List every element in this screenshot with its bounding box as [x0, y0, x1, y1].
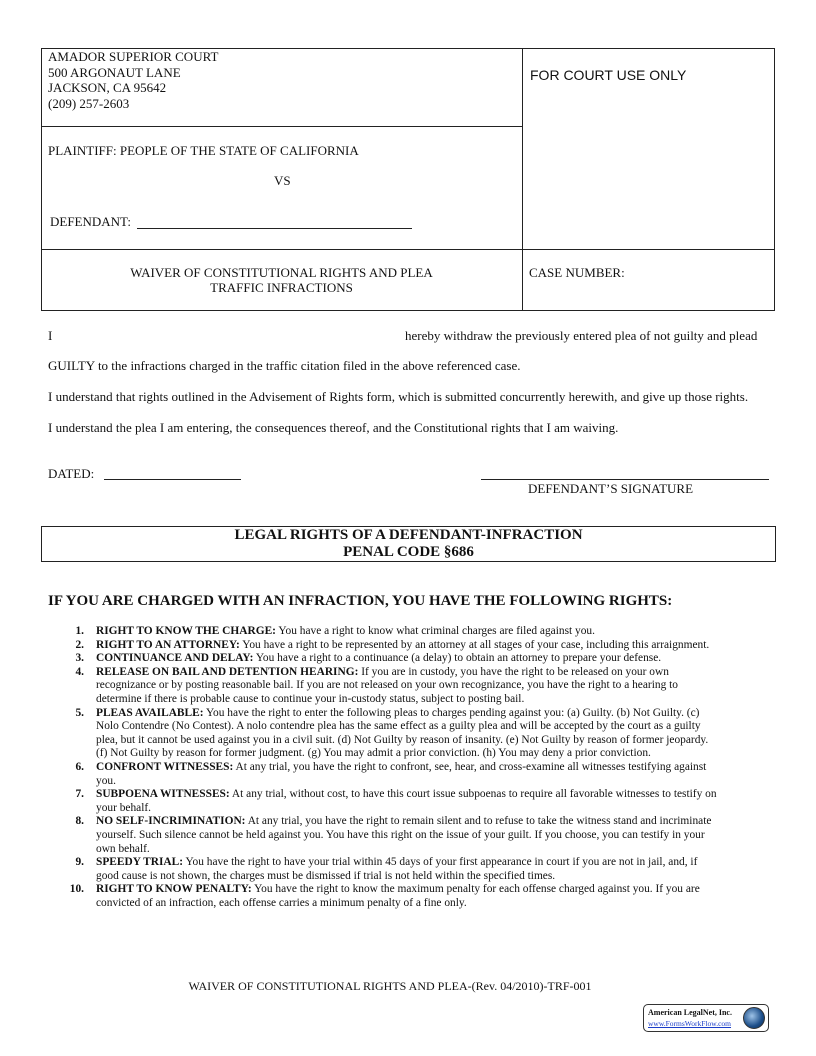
item-number: 9. [75, 856, 84, 869]
list-item [48, 652, 718, 666]
defendant-name-field[interactable] [137, 228, 412, 229]
list-item [48, 856, 718, 883]
item-text: At any trial, without cost, to have this court issue subpoenas to require all favorable witnesses to testify on your behalf. [96, 788, 717, 814]
court-address-line2: JACKSON, CA 95642 [48, 80, 167, 95]
item-title: RIGHT TO KNOW THE CHARGE: [96, 625, 276, 637]
caption-divider-vertical [522, 48, 523, 311]
item-number: 4. [75, 665, 84, 678]
court-address-block [48, 49, 218, 111]
item-title: PLEAS AVAILABLE: [96, 706, 204, 719]
guilty-text: GUILTY to the infractions charged in the traffic citation filed in the above referenced case. [48, 358, 521, 373]
item-text: You have the right to know the maximum penalty for each offense charged against you. If you are convicted of an infraction, each offense carries a minimum penalty of a fine only. [96, 883, 700, 909]
item-title: RELEASE ON BAIL AND DETENTION HEARING: [96, 665, 359, 678]
signature-label: DEFENDANT’S SIGNATURE [528, 481, 694, 496]
list-item [48, 625, 718, 639]
item-text: You have a right to know what criminal charges are filed against you. [278, 625, 595, 637]
item-title: SPEEDY TRIAL: [96, 856, 184, 869]
item-text: At any trial, you have the right to remain silent and to refuse to take the witness stand and incriminate yourself. Such silence cannot be held against you. You have this right on the issue of your guilt. If you choose, you can testify in your own behalf. [96, 815, 712, 855]
vs-label: VS [274, 173, 291, 188]
item-number: 3. [75, 652, 84, 665]
list-item [48, 666, 718, 707]
list-item [48, 639, 718, 653]
list-item [48, 761, 718, 788]
court-phone: (209) 257-2603 [48, 95, 130, 111]
court-address-line1: 500 ARGONAUT LANE [48, 64, 181, 80]
rights-intro: IF YOU ARE CHARGED WITH AN INFRACTION, YOU HAVE THE FOLLOWING RIGHTS: [48, 593, 673, 609]
legal-rights-title-line1: LEGAL RIGHTS OF A DEFENDANT-INFRACTION [234, 527, 583, 543]
understand-rights-text: I understand that rights outlined in the Advisement of Rights form, which is submitted concurrently herewith, and give up those rights. [48, 389, 749, 404]
item-text: You have a right to a continuance (a delay) to obtain an attorney to prepare your defense. [255, 652, 662, 665]
plaintiff-line: PLAINTIFF: PEOPLE OF THE STATE OF CALIFORNIA [48, 143, 359, 158]
list-item [48, 707, 718, 761]
dated-field[interactable] [104, 479, 241, 480]
legal-rights-title [41, 527, 776, 561]
list-item [48, 815, 718, 856]
form-title-line2: TRAFFIC INFRACTIONS [210, 280, 353, 295]
item-number: 6. [75, 760, 84, 773]
caption-divider-1 [41, 126, 523, 127]
item-title: RIGHT TO AN ATTORNEY: [96, 638, 240, 651]
item-number: 2. [75, 638, 84, 651]
defendant-label: DEFENDANT: [50, 214, 131, 229]
list-item [48, 883, 718, 910]
globe-icon [743, 1007, 765, 1029]
form-title [41, 265, 522, 295]
logo-url-link[interactable]: www.FormsWorkFlow.com [648, 1019, 732, 1028]
court-name: AMADOR SUPERIOR COURT [48, 49, 219, 64]
legal-rights-title-line2: PENAL CODE §686 [343, 544, 474, 560]
dated-label: DATED: [48, 466, 95, 481]
rights-list [48, 625, 718, 910]
list-item [48, 788, 718, 815]
item-number: 5. [75, 706, 84, 719]
item-text: If you are in custody, you have the right to be released on your own recognizance or by posting reasonable bail. If you are not released on your own recognizance, you have the right to a hearing to determine if there is probable cause to continue your in-custody status, subject to posting bail. [96, 665, 678, 705]
court-use-only-label: FOR COURT USE ONLY [530, 67, 687, 83]
item-text: You have the right to have your trial within 45 days of your first appearance in court if you are not in jail, and, if good cause is not shown, the charges must be dismissed if trial is not held within the specified times. [96, 856, 698, 882]
item-title: SUBPOENA WITNESSES: [96, 788, 230, 801]
item-text: You have the right to enter the following pleas to charges pending against you: (a) Guilty. (b) Not Guilty. (c) Nolo Contendre (No Contest). A nolo contendre plea has the same effect as a guilty plea and will be accepted by the court as a guilty plea, but it cannot be used against you in a civil suit. (d) Not Guilty by reason of insanity. (e) Not Guilty by reason of former jeopardy. (f) Not Guilty by reason for former judgment. (g) You may admit a prior conviction. (h) You may deny a prior conviction. [96, 706, 709, 760]
form-title-line1: WAIVER OF CONSTITUTIONAL RIGHTS AND PLEA [130, 265, 433, 280]
item-title: CONFRONT WITNESSES: [96, 760, 234, 773]
item-number: 10. [69, 883, 84, 896]
understand-plea-text: I understand the plea I am entering, the consequences thereof, and the Constitutional rights that I am waiving. [48, 420, 619, 435]
item-title: NO SELF-INCRIMINATION: [96, 815, 246, 828]
item-number: 8. [75, 815, 84, 828]
item-title: RIGHT TO KNOW PENALTY: [96, 883, 252, 896]
american-legalnet-logo[interactable] [643, 1004, 769, 1032]
item-text: You have a right to be represented by an attorney at all stages of your case, including this arraignment. [242, 638, 710, 651]
item-text: At any trial, you have the right to confront, see, hear, and cross-examine all witnesses testifying against you. [96, 760, 707, 787]
item-title: CONTINUANCE AND DELAY: [96, 652, 254, 665]
item-number: 7. [75, 788, 84, 801]
item-number: 1. [75, 625, 84, 637]
i-label: I [48, 328, 53, 343]
footer-form-id: WAIVER OF CONSTITUTIONAL RIGHTS AND PLEA-(Rev. 04/2010)-TRF-001 [188, 979, 592, 993]
signature-field[interactable] [481, 479, 769, 480]
withdraw-text: hereby withdraw the previously entered plea of not guilty and plead [405, 328, 758, 343]
logo-brand: American LegalNet, Inc. [648, 1008, 732, 1017]
case-number-label: CASE NUMBER: [529, 265, 625, 280]
caption-divider-2 [41, 249, 775, 250]
